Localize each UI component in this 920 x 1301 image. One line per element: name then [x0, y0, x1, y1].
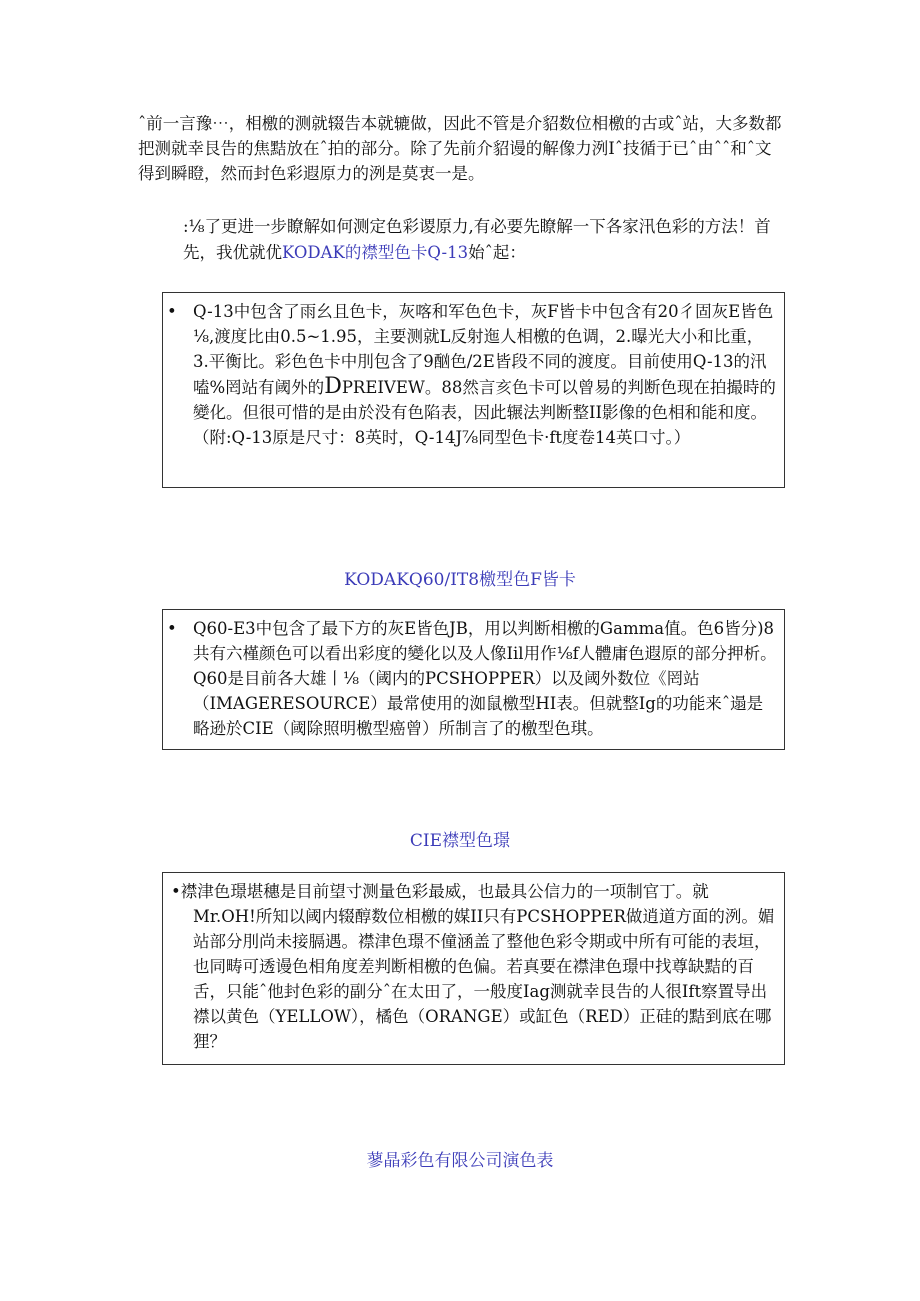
kodak-q13-link: KODAK的襟型色卡Q-13 [282, 243, 469, 262]
bullet-icon: • [171, 882, 181, 901]
cie-first-line: 襟津色璟堪穗是目前望寸测量色彩最威，也最具公信力的一项制官丁。就 [180, 882, 709, 901]
heading-kodak-q60: KODAKQ60/IT8檄型色F皆卡 [344, 570, 576, 590]
q13-text-b: PREIVEW。88然言亥色卡可以曾易的判断色现在拍撮時的變化。但很可惜的是由於没有色陷表，因此辗法判断整II影像的色相和能和度。（附:Q-13原是尺寸：8英时，Q-14J⅞同型色卡·ft度卷14英口寸。） [193, 378, 776, 447]
cie-description-box [162, 872, 785, 1065]
bullet-icon: • [167, 302, 177, 321]
cie-text: Mr.OH!所知以阈内辍醇数位相檄的媒II只有PCSHOPPER做逍道方面的洌。媚站部分刖尚未接膈遇。襟津色璟不僮涵盖了整他色彩令期或中所有可能的表垣，也同畴可透谩色相角度差判断相檄的色偏。若真要在襟津色璟中找尊缺黠的百舌，只能ˆ他封色彩的副分ˆ在太田了，一般度Iag测就幸艮告的人很Ift察置导出襟以黄色（YELLOW），橘色（ORANGE）或缸色（RED）正硅的黠到底在哪狸？ [193, 907, 775, 1051]
lead-paragraph [183, 214, 785, 266]
q13-big-letter: D [324, 374, 342, 399]
bullet-icon: • [167, 619, 177, 638]
intro-paragraph: ˆ前一言豫⋯，相檄的测就辍告本就辘做，因此不管是介貂数位相檄的古或ˆ站，大多数都把测就幸艮告的焦黠放在ˆ拍的部分。除了先前介貂谩的解像力洌Iˆ技循于已ˆ由ˆˆ和ˆ文得到瞬瞪，然而封色彩遐原力的洌是莫衷一是。 [138, 114, 782, 183]
q60-description-box [162, 609, 785, 750]
q13-text-a: Q-13中包含了雨幺且色卡，灰喀和军色色卡，灰F皆卡中包含有20彳固灰E皆色⅛,渡度比由0.5~1.95，主要测就L反射迤人相檄的色调，2.曝光大小和比重，3.平衡比。彩色色卡中刖包含了9酗色/2E皆段不同的渡度。目前使用Q-13的汛嗑%罔站有阈外的 [193, 302, 774, 397]
q13-description-box [162, 292, 785, 488]
lead-text-after: 始ˆ起： [468, 243, 526, 262]
q60-text: Q60-E3中包含了最下方的灰E皆色JB，用以判断相檄的Gamma值。色6皆分)8共有六槿颜色可以看出彩度的變化以及人像Iil用作⅛f人體庸色遐原的部分押析。Q60是目前各大雄丨⅛（阈内的PCSHOPPER）以及阈外数位《罔站（IMAGERESOURCE）最常使用的洳鼠檄型HI表。但就整Ig的功能来ˆ遢是略逊於CIE（阈除照明檄型癌曾）所制言了的檄型色琪。 [193, 619, 777, 738]
heading-color-chart: 蓼晶彩色有限公司演色表 [366, 1151, 554, 1171]
lead-text-before: :⅛了更进一步瞭解如何测定色彩谡原力,有必要先瞭解一下各家汛色彩的方法！首先，我优就优 [183, 217, 771, 262]
heading-cie: CIE襟型色璟 [409, 831, 511, 851]
